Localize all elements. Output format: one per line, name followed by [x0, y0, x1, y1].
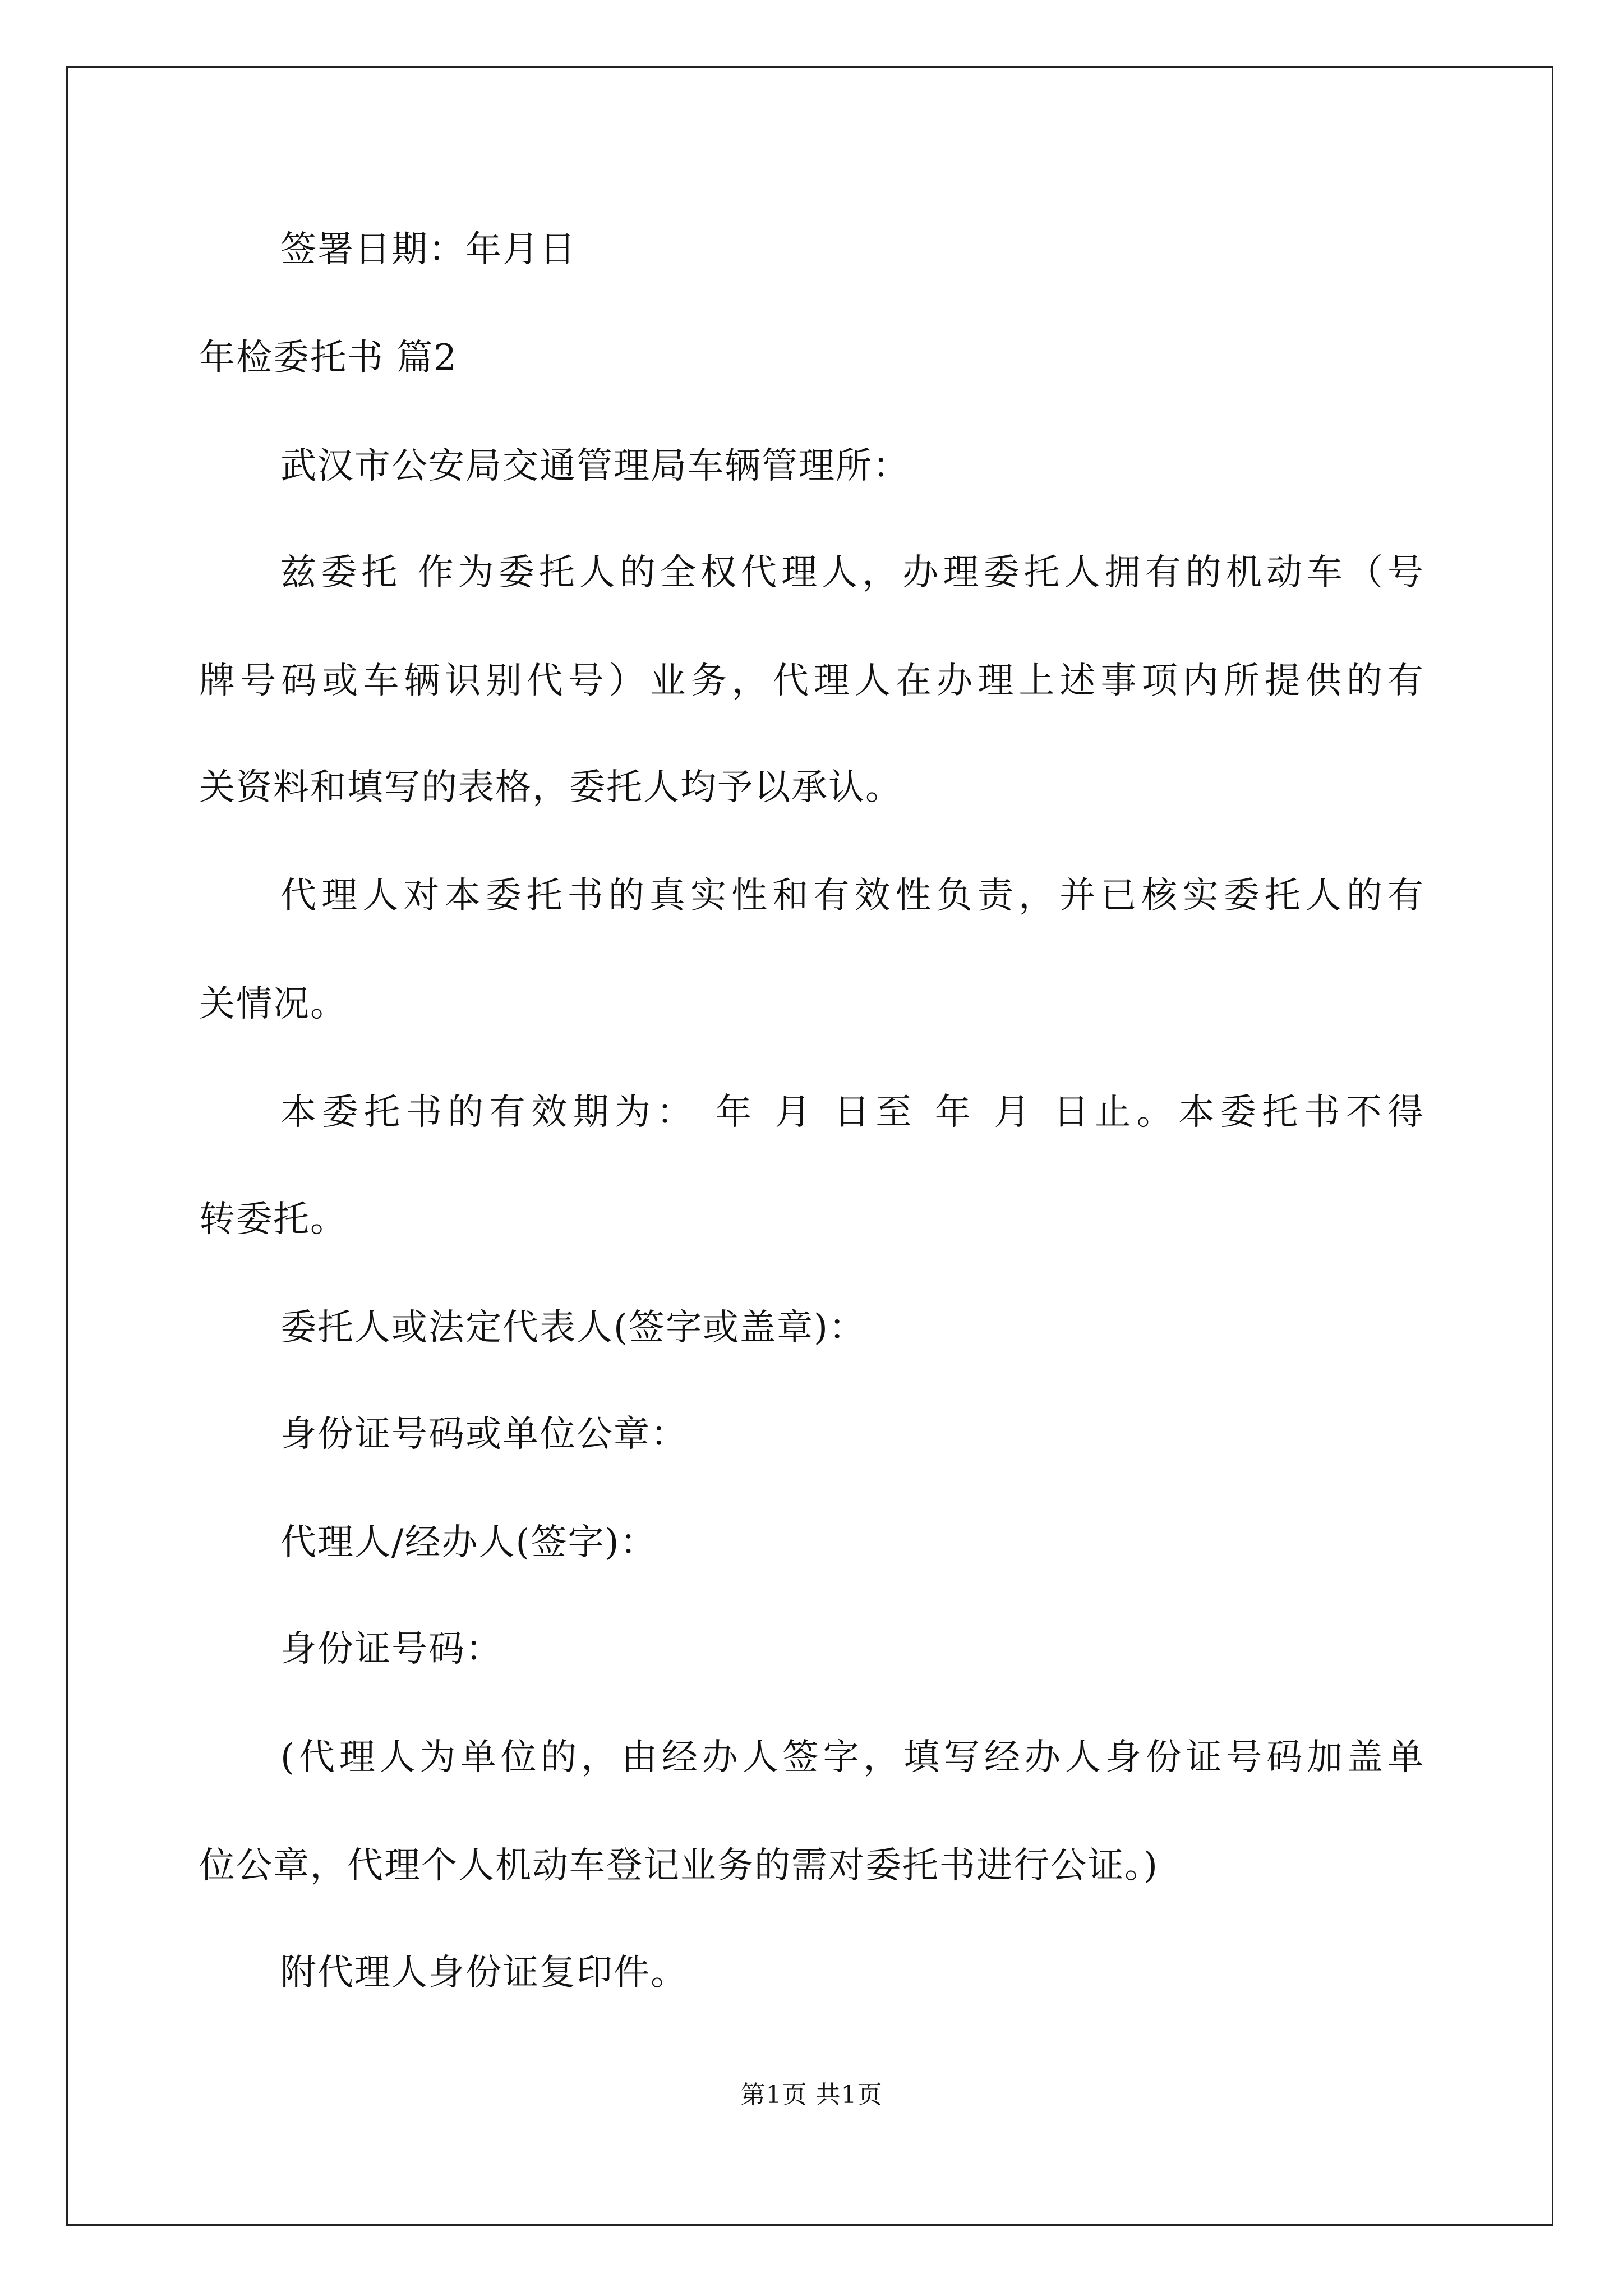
agent-signature-line: 代理人/经办人(签字)： [280, 1522, 657, 1563]
paragraph-line: 转委托。 [199, 1199, 347, 1240]
paragraph-line: 关情况。 [199, 983, 347, 1025]
page-number: 第1页 共1页 [740, 2081, 883, 2109]
section-heading: 年检委托书 篇2 [199, 337, 458, 379]
validity-line: 本委托书的有效期为： 年 月 日至 年 月 日止。本委托书不得 [280, 1092, 1424, 1133]
paragraph-line: 关资料和填写的表格，委托人均予以承认。 [199, 767, 902, 808]
id-or-seal-line: 身份证号码或单位公章： [280, 1414, 688, 1455]
paragraph-line: 兹委托 作为委托人的全权代理人，办理委托人拥有的机动车（号 [280, 552, 1424, 593]
principal-signature-line: 委托人或法定代表人(签字或盖章)： [280, 1307, 866, 1349]
paragraph-line: 牌号码或车辆识别代号）业务，代理人在办理上述事项内所提供的有 [199, 660, 1424, 702]
paragraph-line: 代理人对本委托书的真实性和有效性负责，并已核实委托人的有 [280, 875, 1424, 917]
signing-date-line: 签署日期：年月日 [280, 229, 577, 270]
page-border [66, 66, 1553, 2226]
id-number-line: 身份证号码： [280, 1628, 502, 1670]
note-line: 位公章，代理个人机动车登记业务的需对委托书进行公证。) [199, 1845, 1159, 1887]
note-line: (代理人为单位的，由经办人签字，填写经办人身份证号码加盖单 [280, 1737, 1424, 1778]
addressee-line: 武汉市公安局交通管理局车辆管理所： [280, 445, 910, 487]
attachment-line: 附代理人身份证复印件。 [280, 1952, 688, 1994]
